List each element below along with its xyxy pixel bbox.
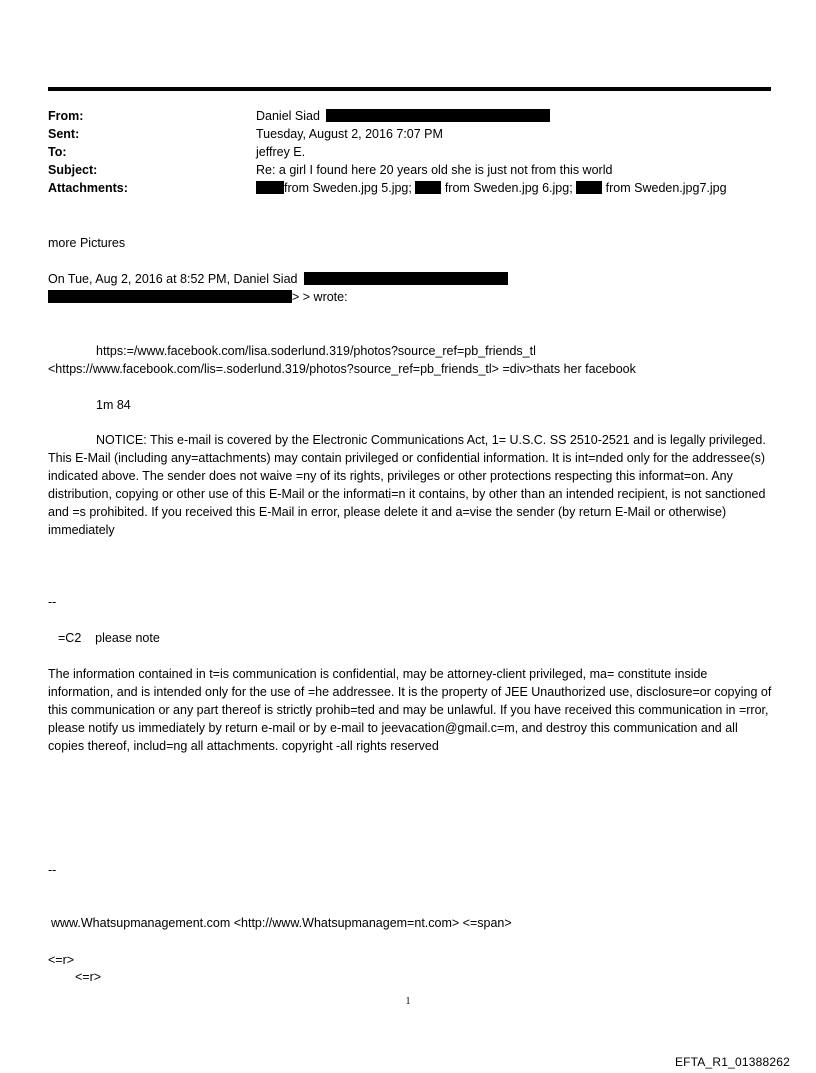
subject-label: Subject: xyxy=(48,163,98,177)
attachments-row xyxy=(48,179,788,197)
sent-row xyxy=(48,125,788,143)
sent-label: Sent: xyxy=(48,127,80,141)
tag-line-2: <=r> xyxy=(75,970,102,984)
intro-text: more Pictures xyxy=(48,236,126,250)
redaction-bar xyxy=(256,181,284,194)
to-label: To: xyxy=(48,145,67,159)
header-rule xyxy=(48,87,771,91)
subject-row xyxy=(48,161,788,179)
height-text: 1m 84 xyxy=(96,398,131,412)
quote-header xyxy=(48,270,773,306)
quote-attribution: On Tue, Aug 2, 2016 at 8:52 PM, Daniel Siad xyxy=(48,272,298,286)
quote-line-1 xyxy=(48,270,773,288)
attachment-link[interactable]: from Sweden.jpg 6.jpg; xyxy=(444,181,573,195)
page-number: 1 xyxy=(405,996,411,1007)
confidentiality-paragraph: The information contained in t=is communication is confidential, may be attorney-client privileged, ma= constitute inside information, and is intended only for the use of =he addressee. It is the property of JEE Unauthorized use, disclosure=or copying of this communication or any part thereof is strictly prohib=ted and may be unlawful. If you have received this communication in =rror, please notify us immediately by return e-mail or by e-mail to jeevacation@gmail.c=m, and destroy this communication and all copies thereof, includ=ng all attachments. copyright -all rights reserved xyxy=(48,667,772,753)
from-label: From: xyxy=(48,109,84,123)
quote-wrote: > > wrote: xyxy=(292,290,348,304)
from-value xyxy=(256,107,788,125)
email-header xyxy=(48,107,788,197)
tag-line-1: <=r> xyxy=(48,953,75,967)
redaction-bar xyxy=(326,109,550,122)
facebook-link-raw[interactable]: <https://www.facebook.com/lis=.soderlund.319/photos?source_ref=pb_friends_tl> =div>thats her facebook xyxy=(48,362,636,376)
facebook-link[interactable]: https:=/www.facebook.com/lisa.soderlund.319/photos?source_ref=pb_friends_tl xyxy=(96,344,536,358)
notice-paragraph: NOTICE: This e-mail is covered by the Electronic Communications Act, 1= U.S.C. SS 2510-2521 and is legally privileged. This E-Mail (including any=attachments) may contain privileged or confidential information. It is int=nded only for the addressee(s) indicated above. The sender does not waive =ny of its rights, privileges or other protections respecting this informat=on. Any distribution, copying or other use of this E-Mail or the informati=n it contains, by other than an intended recipient, is not sanctioned and =s prohibited. If you received this E-Mail in error, please delete it and a=vise the sender (by return E-Mail or otherwise) immediately xyxy=(48,433,766,537)
from-name: Daniel Siad xyxy=(256,109,320,123)
to-value: jeffrey E. xyxy=(256,145,306,159)
from-row xyxy=(48,107,788,125)
redaction-bar xyxy=(576,181,602,194)
website-line[interactable]: www.Whatsupmanagement.com <http://www.Whatsupmanagem=nt.com> <=span> xyxy=(51,916,512,930)
please-note-text: =C2 please note xyxy=(58,631,160,645)
redaction-bar xyxy=(415,181,441,194)
subject-value: Re: a girl I found here 20 years old she is just not from this world xyxy=(256,163,613,177)
redaction-bar xyxy=(48,290,292,303)
attachment-link[interactable]: from Sweden.jpg7.jpg xyxy=(605,181,727,195)
document-id: EFTA_R1_01388262 xyxy=(674,1055,790,1069)
facebook-link-block xyxy=(48,342,773,378)
attachment-link[interactable]: from Sweden.jpg 5.jpg; xyxy=(284,181,412,195)
signature-separator: -- xyxy=(48,595,57,609)
signature-separator: -- xyxy=(48,863,57,877)
sent-value: Tuesday, August 2, 2016 7:07 PM xyxy=(256,127,443,141)
quote-line-2 xyxy=(48,288,773,306)
redaction-bar xyxy=(304,272,508,285)
attachments-label: Attachments: xyxy=(48,181,128,195)
to-row xyxy=(48,143,788,161)
attachments-value xyxy=(256,179,788,197)
